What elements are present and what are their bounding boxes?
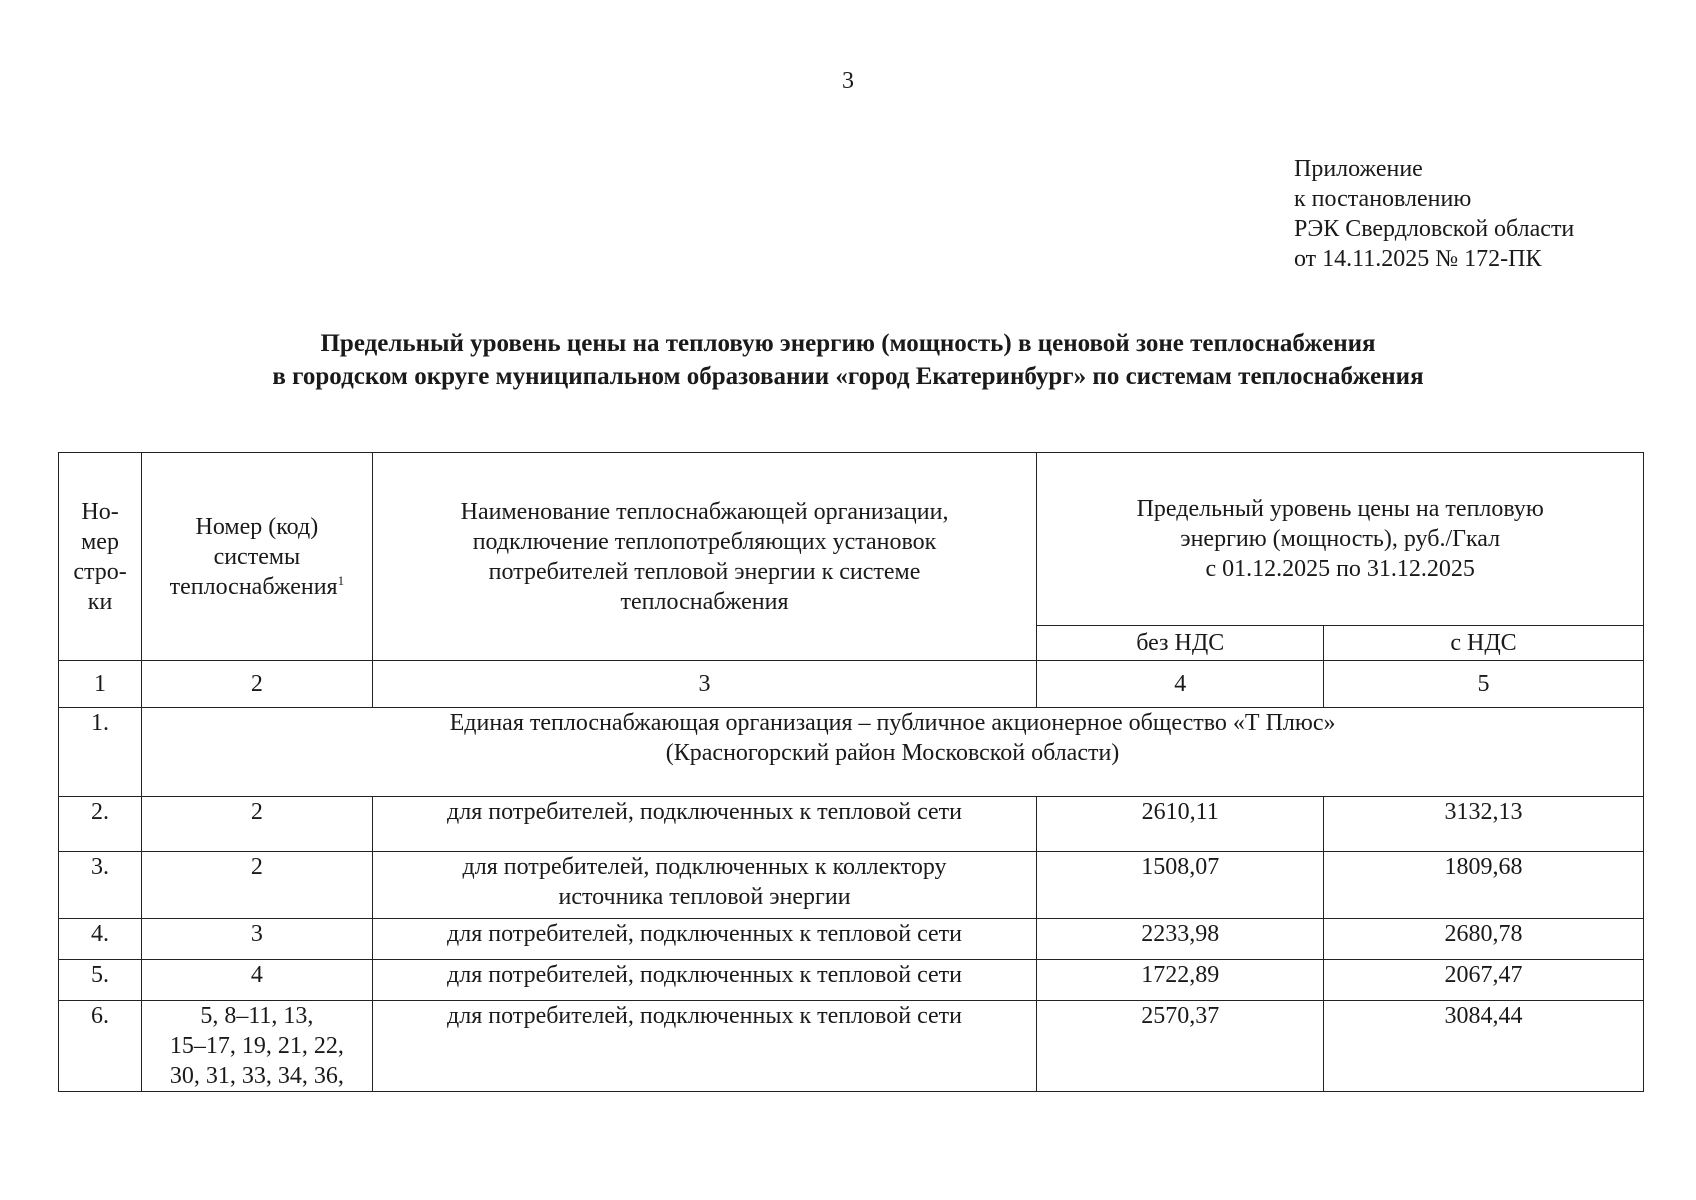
header-with-vat: с НДС [1324,626,1644,661]
price-no-vat: 2610,11 [1037,797,1324,852]
appendix-line: Приложение [1294,156,1423,182]
org-name: Единая теплоснабжающая организация – публичное акционерное общество «Т Плюс» (Красногорский район Московской области) [142,708,1644,797]
column-number: 1 [59,661,142,708]
row-number: 2. [59,797,142,852]
header-row-number: Но- мер стро- ки [59,453,142,661]
table-row [59,852,1644,919]
tariff-table [58,452,1644,1092]
header-system-code: Номер (код) системы теплоснабжения$^1$ [142,453,373,661]
consumer-description: для потребителей, подключенных к коллектору источника тепловой энергии [372,852,1037,919]
row-number: 1. [59,708,142,797]
column-number: 2 [142,661,373,708]
title-line: Предельный уровень цены на тепловую энергию (мощность) в ценовой зоне теплоснабжения [320,330,1376,357]
table-row [59,797,1644,852]
header-price: Предельный уровень цены на тепловую энергию (мощность), руб./Гкал с 01.12.2025 по 31.12.2025 [1037,453,1644,626]
system-code: 3 [142,919,373,960]
header-org-name: Наименование теплоснабжающей организации, подключение теплопотребляющих установок потребителей тепловой энергии к системе теплоснабжения [372,453,1037,661]
table-row [59,1001,1644,1092]
column-number-row [59,661,1644,708]
row-number: 4. [59,919,142,960]
row-number: 6. [59,1001,142,1092]
page-number: 3 [842,68,854,94]
consumer-description: для потребителей, подключенных к тепловой сети [372,1001,1037,1092]
price-with-vat: 1809,68 [1324,852,1644,919]
appendix-block [1294,154,1574,274]
consumer-description: для потребителей, подключенных к тепловой сети [372,919,1037,960]
appendix-line: от 14.11.2025 № 172-ПК [1294,246,1542,272]
price-no-vat: 1722,89 [1037,960,1324,1001]
row-number: 3. [59,852,142,919]
title-line: в городском округе муниципальном образовании «город Екатеринбург» по системам теплоснабжения [272,363,1424,390]
column-number: 5 [1324,661,1644,708]
document-title [0,327,1696,393]
price-with-vat: 2680,78 [1324,919,1644,960]
org-row [59,708,1644,797]
header-no-vat: без НДС [1037,626,1324,661]
footnote-marker: 1 [337,572,345,588]
system-code: 2 [142,852,373,919]
system-code: 2 [142,797,373,852]
price-no-vat: 2233,98 [1037,919,1324,960]
appendix-line: РЭК Свердловской области [1294,216,1575,242]
price-with-vat: 3084,44 [1324,1001,1644,1092]
system-code: 5, 8–11, 13, 15–17, 19, 21, 22, 30, 31, 33, 34, 36, [142,1001,373,1092]
consumer-description: для потребителей, подключенных к тепловой сети [372,797,1037,852]
row-number: 5. [59,960,142,1001]
price-no-vat: 1508,07 [1037,852,1324,919]
table-row [59,919,1644,960]
price-with-vat: 3132,13 [1324,797,1644,852]
column-number: 4 [1037,661,1324,708]
column-number: 3 [372,661,1037,708]
consumer-description: для потребителей, подключенных к тепловой сети [372,960,1037,1001]
appendix-line: к постановлению [1294,186,1472,212]
price-with-vat: 2067,47 [1324,960,1644,1001]
price-no-vat: 2570,37 [1037,1001,1324,1092]
table-row [59,960,1644,1001]
system-code: 4 [142,960,373,1001]
